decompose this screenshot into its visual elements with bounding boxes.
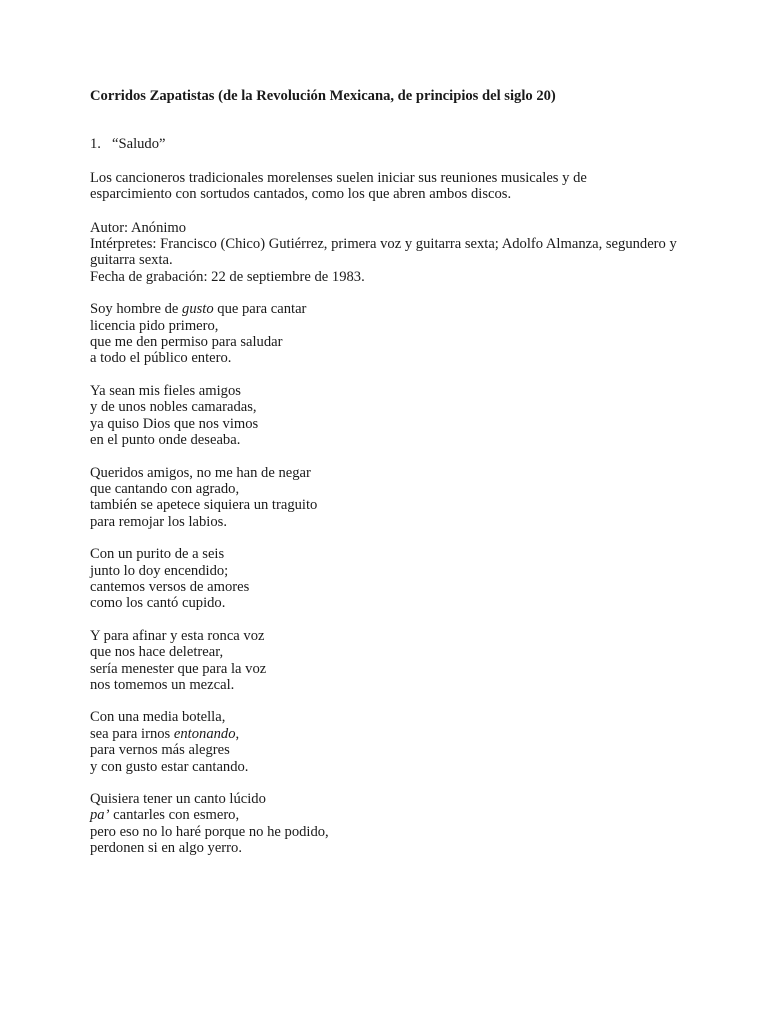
- song-number: 1.: [90, 136, 101, 153]
- verse-line: Ya sean mis fieles amigos: [90, 382, 241, 399]
- verse-line: junto lo doy encendido;: [90, 562, 229, 579]
- verse-line: para vernos más alegres: [90, 742, 230, 759]
- stanza: [90, 628, 688, 694]
- verse-line: pero eso no lo haré porque no he podido,: [90, 823, 329, 840]
- verse-line: que me den permiso para saludar: [90, 334, 283, 351]
- verse-line: que cantando con agrado,: [90, 480, 240, 497]
- verse-line: Con un purito de a seis: [90, 546, 225, 563]
- verse-line: licencia pido primero,: [90, 317, 219, 334]
- verse-text: sea para irnos: [90, 725, 174, 742]
- stanza: [90, 791, 688, 857]
- verse-line: ya quiso Dios que nos vimos: [90, 415, 259, 432]
- verse-emphasis: entonando: [173, 725, 236, 742]
- verse-line: en el punto onde deseaba.: [90, 432, 241, 449]
- verse-text: ,: [235, 725, 240, 742]
- verse-line: Queridos amigos, no me han de negar: [90, 464, 311, 481]
- verse-line: Con una media botella,: [90, 709, 226, 726]
- performers-line: Intérpretes: Francisco (Chico) Gutiérrez, primera voz y guitarra sexta; Adolfo Almanza, segundero y guitarra sexta.: [90, 236, 677, 269]
- verse-text: cantarles con esmero,: [109, 807, 240, 824]
- verse-line: cantemos versos de amores: [90, 578, 250, 595]
- stanza: [90, 383, 688, 449]
- verse-line: [90, 726, 688, 742]
- verse-line: [90, 807, 688, 823]
- verse-line: también se apetece siquiera un traguito: [90, 497, 318, 514]
- stanza: [90, 465, 688, 531]
- verse-line: y de unos nobles camaradas,: [90, 399, 257, 416]
- author-line: Autor: Anónimo: [90, 219, 187, 236]
- recording-date-line: Fecha de grabación: 22 de septiembre de 1983.: [90, 268, 365, 285]
- verse-line: a todo el público entero.: [90, 350, 232, 367]
- verse-line: Y para afinar y esta ronca voz: [90, 627, 265, 644]
- song-title: “Saludo”: [112, 136, 166, 153]
- verse-emphasis: pa’: [90, 807, 110, 824]
- stanza: [90, 301, 688, 367]
- verse-line: nos tomemos un mezcal.: [90, 676, 235, 693]
- stanza: [90, 709, 688, 775]
- verse-text: Soy hombre de: [90, 301, 183, 318]
- verse-emphasis: gusto: [182, 301, 214, 318]
- verse-line: y con gusto estar cantando.: [90, 758, 249, 775]
- document-title: Corridos Zapatistas (de la Revolución Mexicana, de principios del siglo 20): [90, 88, 556, 104]
- verse-line: perdonen si en algo yerro.: [90, 840, 242, 857]
- verse-text: que para cantar: [213, 301, 307, 318]
- intro-paragraph: Los cancioneros tradicionales morelenses suelen iniciar sus reuniones musicales y de esparcimiento con sortudos cantados, como los que abren ambos discos.: [90, 169, 587, 203]
- song-heading: [90, 136, 688, 152]
- song-metadata: [90, 220, 690, 286]
- verse-line: sería menester que para la voz: [90, 660, 267, 677]
- verse-line: [90, 301, 688, 317]
- verse-line: Quisiera tener un canto lúcido: [90, 791, 266, 807]
- stanza: [90, 546, 688, 612]
- verse-line: que nos hace deletrear,: [90, 644, 224, 661]
- verse-line: para remojar los labios.: [90, 513, 227, 530]
- verse-line: como los cantó cupido.: [90, 595, 226, 612]
